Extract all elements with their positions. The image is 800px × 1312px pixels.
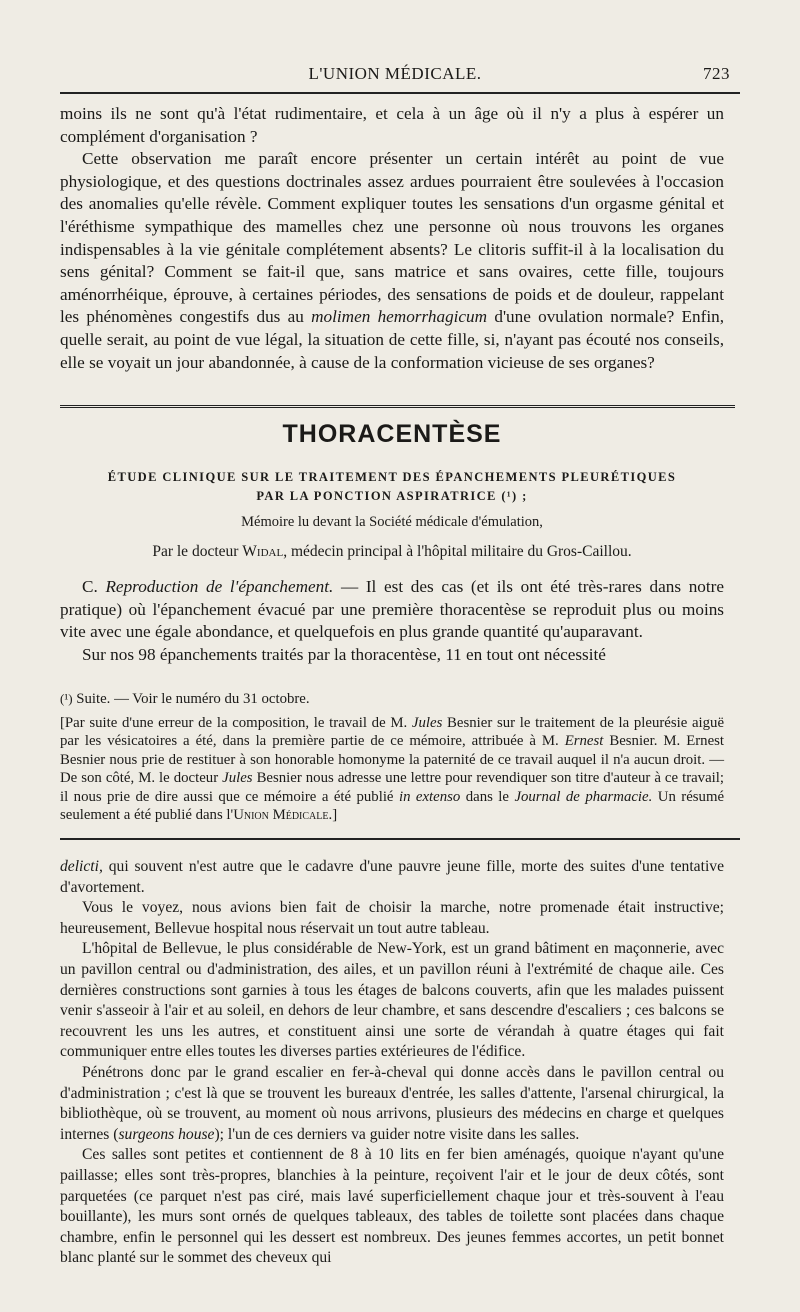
paragraph: delicti, qui souvent n'est autre que le cadavre d'une pauvre jeune fille, morte des suites d'une tentative d'avortement. bbox=[60, 858, 724, 896]
paragraph: moins ils ne sont qu'à l'état rudimentaire, et cela à un âge où il n'y a plus à espérer un complément d'organisation ? bbox=[60, 104, 724, 146]
paragraph: L'hôpital de Bellevue, le plus considérable de New-York, est un grand bâtiment en maçonnerie, avec un pavillon central ou d'administration, des ailes, et un pavillon réuni à l'extrémité de chaque aile. Ces dernières constructions sont garnies à tous les étages de balcons couverts, afin que les malades puissent venir s'asseoir à l'air et au soleil, en dehors de leur chambre, et sans descendre d'escaliers ; ces balcons se recouvrent les uns les autres, et constituent ainsi une sorte de vérandah à quatre étages qui fait communiquer entre elles toutes les diverses parties extérieures de l'édifice. bbox=[60, 940, 724, 1061]
article-title: THORACENTÈSE bbox=[282, 420, 502, 448]
paragraph: Ces salles sont petites et contiennent de 8 à 10 lits en fer bien aménagés, quoique n'ayant qu'une paillasse; elles sont très-propres, blanchies à la peinture, reçoivent l'air et le jour de deux côtés, sont parquetées (ce parquet n'est pas ciré, mais lavé superficiellement chaque jour et très-souvent à l'eau bouillante), les murs sont ornés de quelques tableaux, des tables de toilette sont placées dans chaque chambre, enfin le personnel qui les dessert est nombreux. Des jeunes femmes accortes, un petit bonnet blanc planté sur le sommet des cheveux qui bbox=[60, 1146, 724, 1267]
footnote-correction: [Par suite d'une erreur de la composition, le travail de M. Jules Besnier sur le traitement de la pleurésie aiguë par les vésicatoires a été, dans la première partie de ce mémoire, attribuée à M. Ernest Besnier. M. Ernest Besnier nous prie de restituer à son honorable homonyme la paternité de ce travail auquel il n'a aucun droit. — De son côté, M. le docteur Jules Besnier nous adresse une lettre pour revendiquer son titre d'auteur à ce travail; il nous prie de dire aussi que ce mémoire a été publié in extenso dans le Journal de pharmacie. Un résumé seulement a été publié dans l'Union Médicale.] bbox=[60, 714, 725, 823]
paragraph: Vous le voyez, nous avions bien fait de choisir la marche, notre promenade était instructive; heureusement, Bellevue hospital nous réservait un tout autre tableau. bbox=[60, 899, 724, 937]
italic-term: molimen hemorrhagicum bbox=[311, 307, 488, 327]
article-subtitle: ÉTUDE CLINIQUE SUR LE TRAITEMENT DES ÉPANCHEMENTS PLEURÉTIQUES PAR LA PONCTION ASPIRATRICE (¹) ; bbox=[107, 470, 677, 503]
feuilleton-rule bbox=[60, 838, 740, 840]
top-text-block bbox=[60, 103, 724, 374]
footnote-ref: (¹) Suite. — Voir le numéro du 31 octobre. bbox=[60, 691, 310, 707]
section-divider bbox=[60, 405, 735, 408]
page-number: 723 bbox=[703, 64, 730, 83]
paragraph: Cette observation me paraît encore présenter un certain intérêt au point de vue physiologique, et des questions doctrinales assez ardues pourraient être soulevées à l'occasion des anomalies qu'elle révèle. Comment expliquer toutes les sensations d'un orgasme génital et l'éréthisme sympathique des mamelles chez une personne où nous trouvons les organes indispensables à la vie génitale complétement absents? Le clitoris suffit-il à la localisation du sens génital? Comment se fait-il que, sans matrice et sans ovaires, cette fille, toujours aménorrhéique, éprouve, à certaines périodes, des sensations de poids et de douleur, rappelant les phénomènes congestifs dus au molimen hemorrhagicum d'une ovulation normale? Enfin, quelle serait, au point de vue légal, la situation de cette fille, si, n'ayant pas écouté nos conseils, elle se voyait un jour abandonnée, à cause de la conformation vicieuse de ses organes? bbox=[60, 149, 724, 372]
header-rule bbox=[60, 92, 740, 94]
footnote bbox=[60, 690, 724, 825]
paragraph: C. Reproduction de l'épanchement. — Il est des cas (et ils ont été très-rares dans notre pratique) où l'épanchement évacué par une première thoracentèse se reproduit plus ou moins vite avec une égale abondance, et quelquefois en plus grande quantité qu'auparavant. bbox=[60, 577, 725, 642]
author-line: Par le docteur Widal, médecin principal à l'hôpital militaire du Gros-Caillou. bbox=[152, 543, 632, 560]
memoire-note: Mémoire lu devant la Société médicale d'émulation, bbox=[241, 514, 543, 530]
feuilleton-text bbox=[60, 857, 724, 1269]
paragraph: Pénétrons donc par le grand escalier en fer-à-cheval qui donne accès dans le pavillon central ou d'administration ; c'est là que se trouvent les bureaux d'entrée, les salles d'attente, l'arsenal chirurgical, la bibliothèque, où se trouvent, au moment où nous arrivons, plusieurs des médecins en charge et quelques internes (surgeons house); l'un de ces derniers va guider notre visite dans les salles. bbox=[60, 1063, 724, 1143]
author-name: Widal bbox=[242, 543, 284, 560]
section-heading: Reproduction de l'épanchement. bbox=[105, 577, 334, 596]
running-title: L'UNION MÉDICALE. bbox=[308, 64, 482, 83]
article-body bbox=[60, 576, 724, 666]
paragraph: Sur nos 98 épanchements traités par la thoracentèse, 11 en tout ont nécessité bbox=[82, 644, 606, 664]
running-head bbox=[60, 64, 730, 88]
